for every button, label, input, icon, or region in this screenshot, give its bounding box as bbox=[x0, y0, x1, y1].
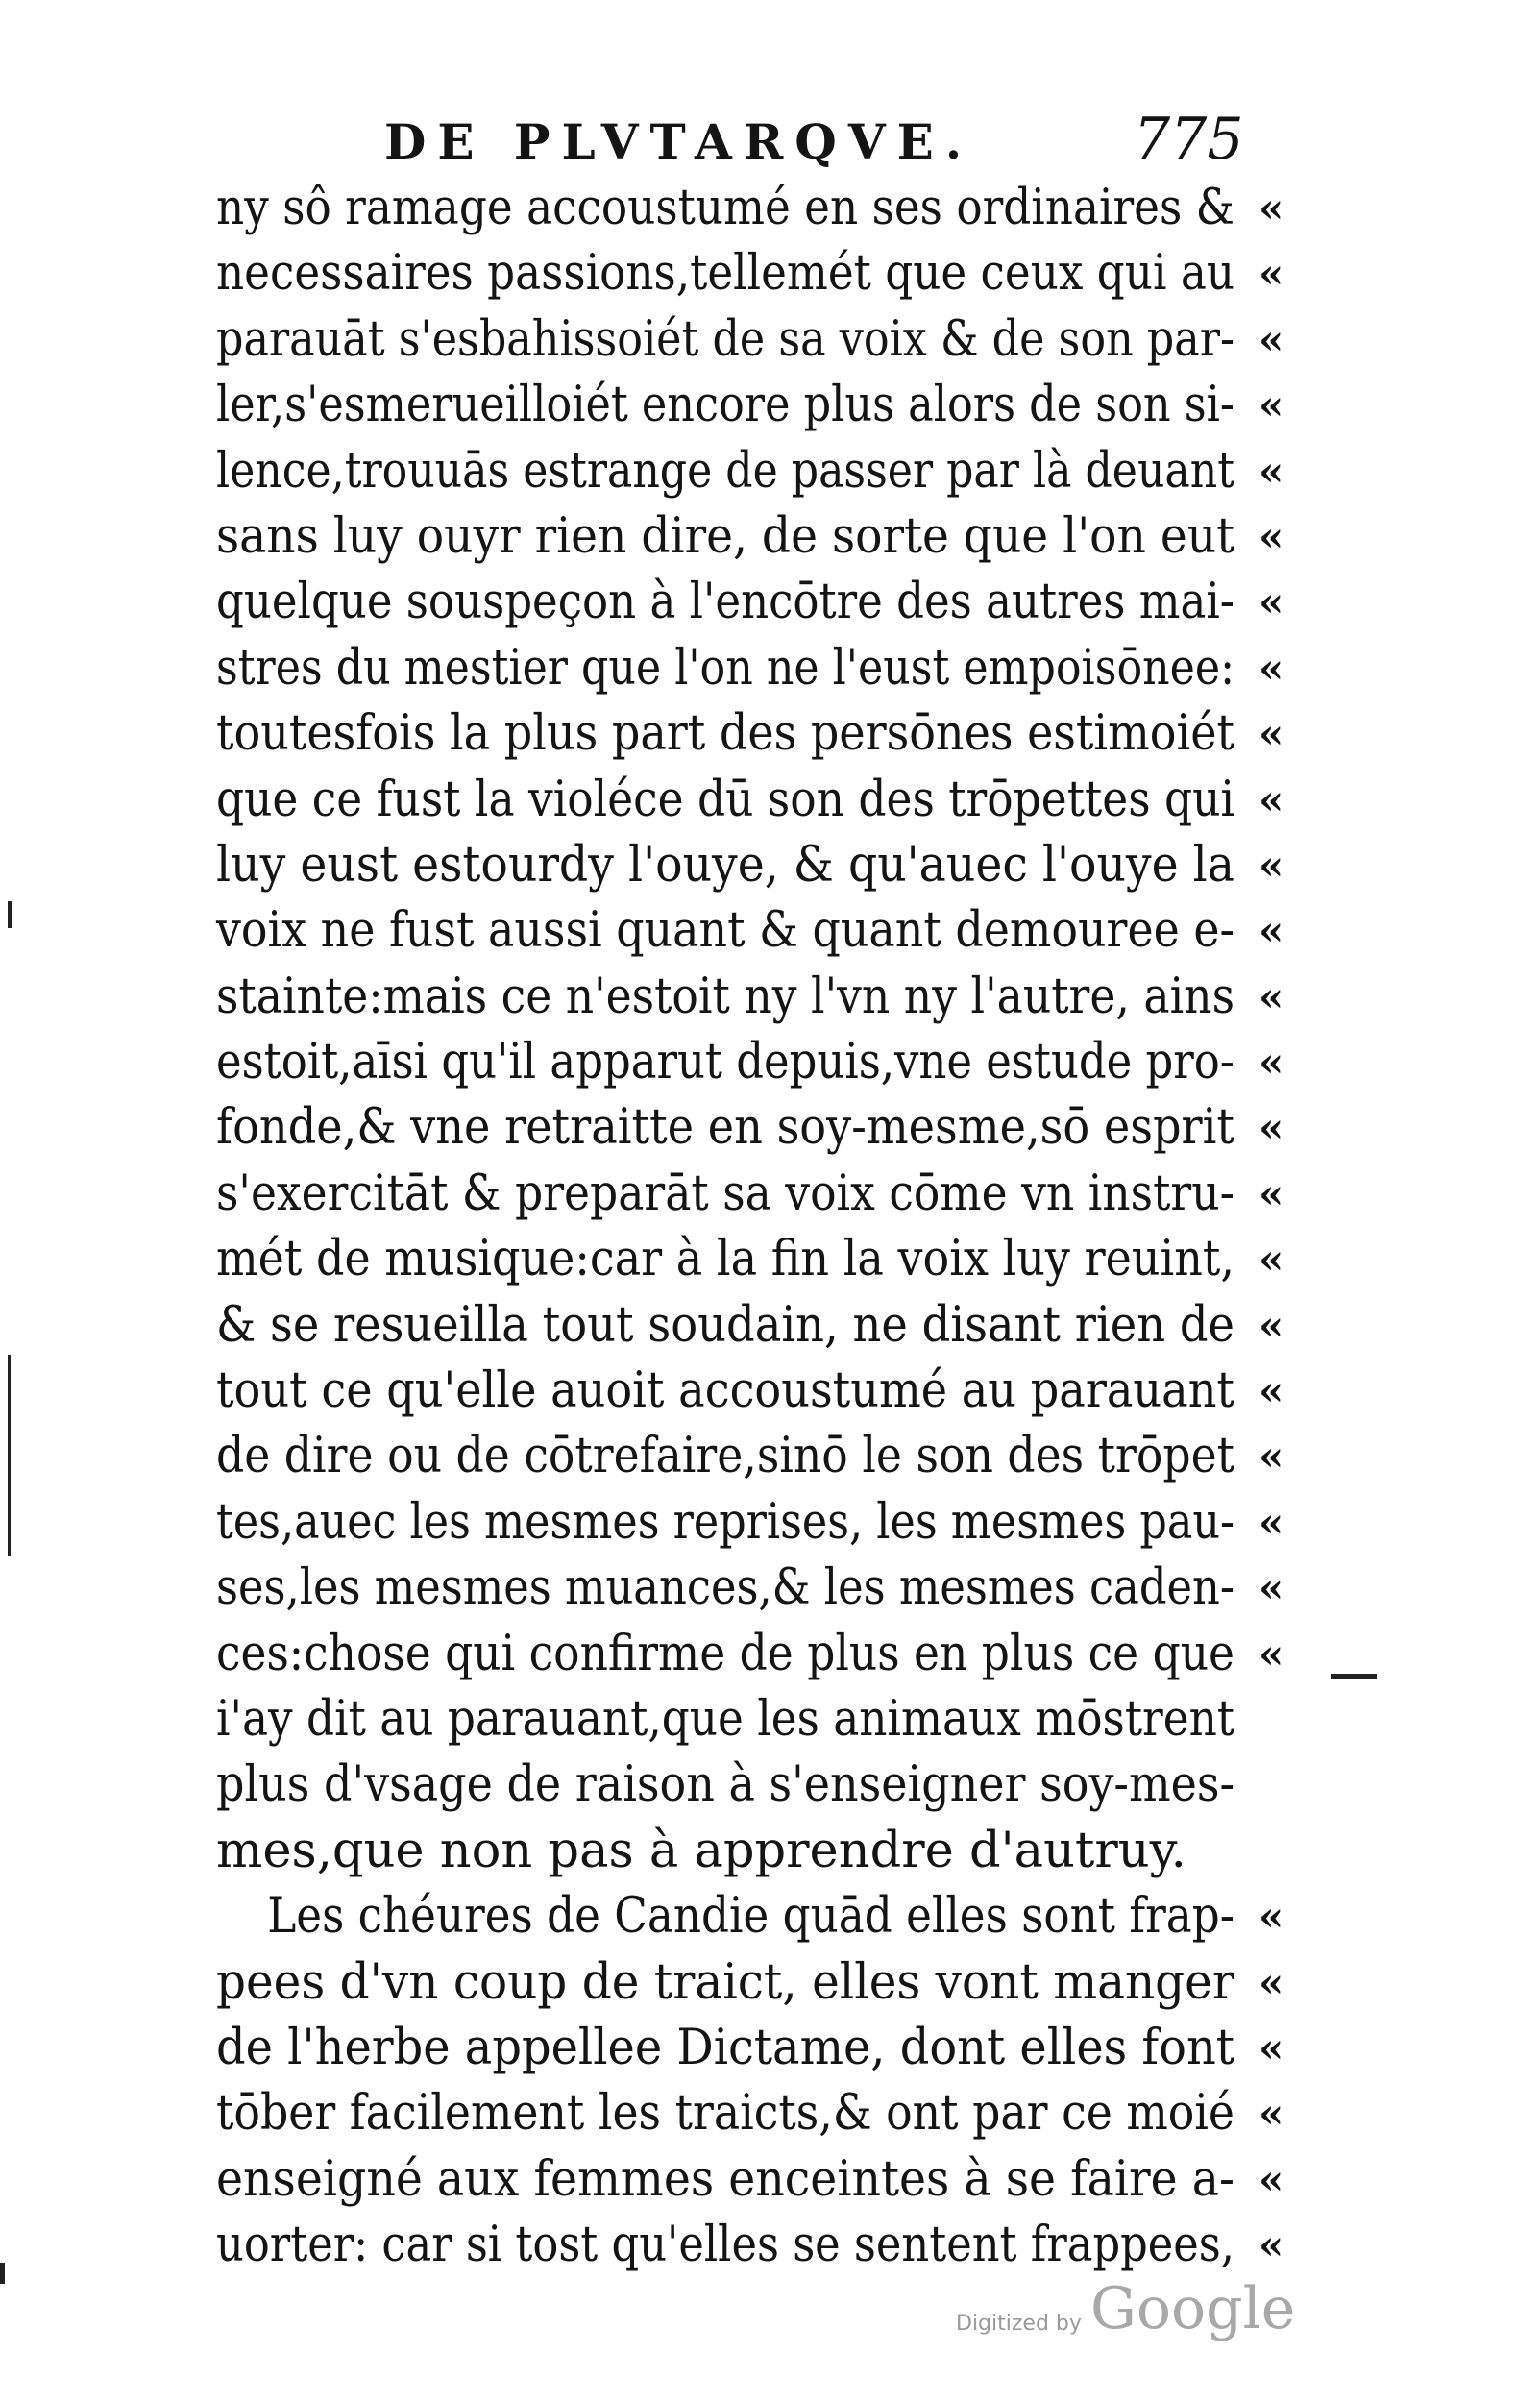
line-text: enseigné aux femmes enceintes à se faire a- bbox=[216, 2150, 1234, 2208]
page-number: 775 bbox=[1134, 106, 1244, 173]
line-text: & se resueilla tout soudain, ne disant rien de bbox=[216, 1296, 1234, 1354]
quotation-mark: « bbox=[1259, 1433, 1284, 1481]
line-text: toutesfois la plus part des persōnes estimoiét bbox=[216, 705, 1234, 763]
text-line bbox=[216, 1162, 1292, 1227]
quotation-mark: « bbox=[1259, 1564, 1284, 1612]
line-text: voix ne fust aussi quant & quant demouree e- bbox=[216, 902, 1234, 960]
text-line bbox=[216, 1293, 1292, 1359]
digitization-footer bbox=[956, 2275, 1302, 2352]
quotation-mark: « bbox=[1259, 315, 1284, 363]
text-line bbox=[216, 1884, 1292, 1949]
quotation-mark: « bbox=[1259, 1039, 1284, 1087]
quotation-mark: « bbox=[1259, 1367, 1284, 1415]
line-text: de l'herbe appellee Dictame, dont elles font bbox=[216, 2019, 1234, 2076]
quotation-mark: « bbox=[1259, 578, 1284, 626]
quotation-mark: « bbox=[1259, 1498, 1284, 1546]
line-text: s'exercitāt & preparāt sa voix cōme vn instru- bbox=[216, 1164, 1234, 1222]
body-text bbox=[216, 176, 1292, 2279]
text-line bbox=[216, 2081, 1292, 2146]
margin-dot bbox=[8, 901, 12, 928]
text-line bbox=[216, 701, 1292, 767]
line-text: ny sô ramage accoustumé en ses ordinaires & bbox=[216, 180, 1234, 236]
quotation-mark: « bbox=[1259, 512, 1284, 560]
text-line bbox=[216, 1095, 1292, 1161]
text-line bbox=[216, 307, 1292, 373]
margin-stroke bbox=[8, 1355, 11, 1556]
text-line bbox=[216, 1359, 1292, 1424]
text-line bbox=[216, 504, 1292, 570]
quotation-mark: « bbox=[1259, 1236, 1284, 1284]
quotation-mark: « bbox=[1259, 1893, 1284, 1941]
quotation-mark: « bbox=[1259, 250, 1284, 298]
line-text: parauāt s'esbahissoiét de sa voix & de son par- bbox=[216, 310, 1234, 368]
quotation-mark: « bbox=[1259, 972, 1284, 1020]
line-text: mes,que non pas à apprendre d'autruy. bbox=[216, 1822, 1186, 1879]
line-text: stainte:mais ce n'estoit ny l'vn ny l'autre, ains bbox=[216, 968, 1234, 1025]
text-line bbox=[216, 1950, 1292, 2016]
quotation-mark: « bbox=[1259, 1630, 1284, 1678]
line-text: estoit,aīsi qu'il apparut depuis,vne estude pro- bbox=[216, 1034, 1234, 1091]
line-text: ses,les mesmes muances,& les mesmes caden- bbox=[216, 1559, 1234, 1617]
line-text: tōber facilement les traicts,& ont par ce moié bbox=[216, 2085, 1234, 2143]
text-line bbox=[216, 1556, 1292, 1621]
text-line bbox=[216, 1752, 1292, 1818]
quotation-mark: « bbox=[1259, 775, 1284, 823]
margin-dot bbox=[0, 2263, 5, 2284]
quotation-mark: « bbox=[1259, 1958, 1284, 2006]
line-text: uorter: car si tost qu'elles se sentent frappees, bbox=[216, 2217, 1234, 2274]
quotation-mark: « bbox=[1259, 644, 1284, 692]
quotation-mark: « bbox=[1259, 447, 1284, 495]
google-logo: Google bbox=[1090, 2275, 1296, 2342]
text-line bbox=[216, 176, 1292, 241]
line-text: ler,s'esmerueilloiét encore plus alors de son si- bbox=[216, 377, 1234, 434]
line-text: tes,auec les mesmes reprises, les mesmes pau- bbox=[216, 1493, 1234, 1551]
text-line bbox=[216, 965, 1292, 1030]
line-text: mét de musique:car à la fin la voix luy reuint, bbox=[216, 1231, 1234, 1288]
line-text: lence,trouuās estrange de passer par là deuant bbox=[216, 442, 1234, 500]
line-text: de dire ou de cōtrefaire,sinō le son des trōpet bbox=[216, 1428, 1234, 1485]
text-line bbox=[216, 2213, 1292, 2278]
line-text: ces:chose qui confirme de plus en plus ce que bbox=[216, 1625, 1234, 1682]
text-line bbox=[216, 241, 1292, 306]
text-line bbox=[216, 1819, 1292, 1884]
quotation-mark: « bbox=[1259, 2023, 1284, 2071]
line-text: Les chéures de Candie quād elles sont frap- bbox=[267, 1888, 1234, 1946]
quotation-mark: « bbox=[1259, 2155, 1284, 2203]
margin-dash bbox=[1331, 1674, 1377, 1679]
text-line bbox=[216, 1687, 1292, 1752]
quotation-mark: « bbox=[1259, 2221, 1284, 2269]
text-line bbox=[216, 2016, 1292, 2081]
quotation-mark: « bbox=[1259, 1301, 1284, 1349]
text-line bbox=[216, 373, 1292, 438]
running-head: DE PLVTARQVE. bbox=[384, 113, 974, 170]
text-line bbox=[216, 1227, 1292, 1292]
text-line bbox=[216, 1490, 1292, 1556]
text-line bbox=[216, 833, 1292, 898]
text-line bbox=[216, 898, 1292, 964]
text-line bbox=[216, 636, 1292, 701]
quotation-mark: « bbox=[1259, 381, 1284, 429]
line-text: que ce fust la violéce dū son des trōpettes qui bbox=[216, 771, 1234, 828]
line-text: necessaires passions,tellemét que ceux qui au bbox=[216, 245, 1234, 303]
quotation-mark: « bbox=[1259, 841, 1284, 889]
text-line bbox=[216, 570, 1292, 635]
text-line bbox=[216, 439, 1292, 504]
quotation-mark: « bbox=[1259, 2090, 1284, 2138]
line-text: sans luy ouyr rien dire, de sorte que l'on eut bbox=[216, 507, 1234, 565]
line-text: pees d'vn coup de traict, elles vont manger bbox=[216, 1953, 1234, 2011]
line-text: plus d'vsage de raison à s'enseigner soy-mes- bbox=[216, 1756, 1234, 1814]
quotation-mark: « bbox=[1259, 1169, 1284, 1217]
quotation-mark: « bbox=[1259, 907, 1284, 955]
quotation-mark: « bbox=[1259, 184, 1284, 232]
text-line bbox=[216, 2147, 1292, 2213]
line-text: fonde,& vne retraitte en soy-mesme,sō esprit bbox=[216, 1099, 1234, 1157]
text-line bbox=[216, 1622, 1292, 1687]
quotation-mark: « bbox=[1259, 710, 1284, 758]
line-text: quelque souspeçon à l'encōtre des autres mai- bbox=[216, 574, 1234, 631]
line-text: stres du mestier que l'on ne l'eust empoisōnee: bbox=[216, 639, 1234, 697]
text-line bbox=[216, 1030, 1292, 1095]
line-text: luy eust estourdy l'ouye, & qu'auec l'ouye la bbox=[216, 836, 1234, 894]
quotation-mark: « bbox=[1259, 1104, 1284, 1152]
line-text: tout ce qu'elle auoit accoustumé au parauant bbox=[216, 1362, 1234, 1420]
text-line bbox=[216, 768, 1292, 833]
text-line bbox=[216, 1424, 1292, 1489]
line-text: i'ay dit au parauant,que les animaux mōstrent bbox=[216, 1690, 1234, 1748]
digitized-by-label: Digitized by bbox=[956, 2312, 1082, 2336]
